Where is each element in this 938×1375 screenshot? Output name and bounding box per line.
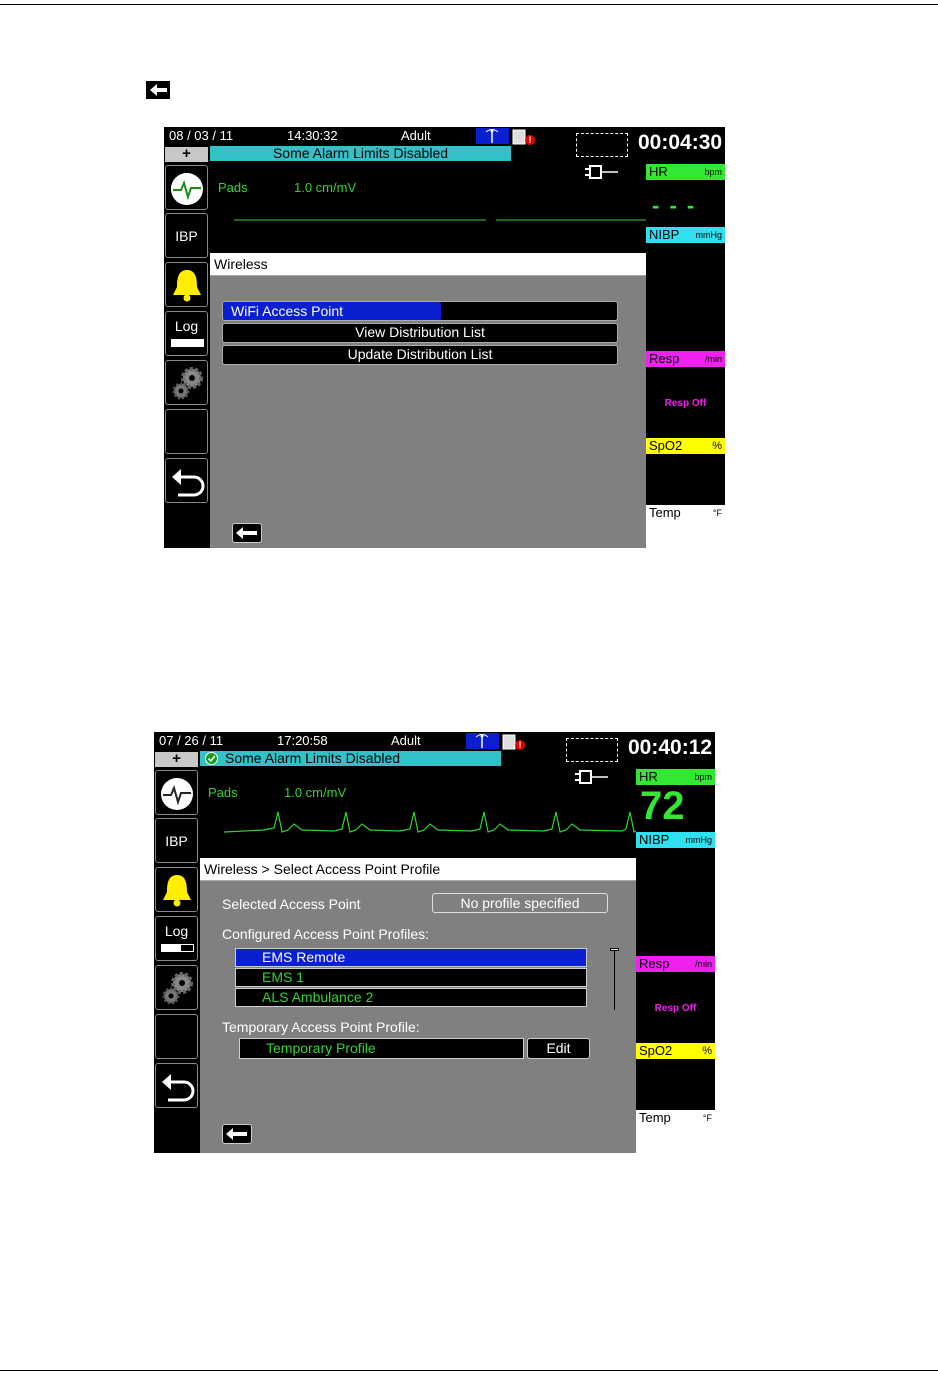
temporary-profile-field[interactable]: Temporary Profile — [239, 1038, 524, 1059]
ac-power-icon — [574, 768, 610, 786]
ecg-lead-label: Pads — [218, 180, 248, 195]
hr-unit: bpm — [694, 772, 712, 782]
resp-status: Resp Off — [664, 398, 707, 409]
resp-unit: /min — [694, 959, 712, 969]
resp-header[interactable] — [646, 351, 725, 367]
setup-button[interactable] — [155, 965, 198, 1010]
dialog-back-button[interactable] — [232, 523, 262, 543]
back-arrow-icon — [226, 1128, 248, 1140]
date-display: 08 / 03 / 11 — [169, 128, 234, 143]
svg-text:!: ! — [528, 135, 532, 145]
return-arrow-icon — [170, 465, 206, 499]
nibp-label: NIBP — [639, 832, 670, 847]
hr-header[interactable] — [636, 769, 715, 785]
ecg-waveform — [234, 215, 646, 225]
spo2-unit: % — [712, 440, 722, 452]
ibp-button[interactable] — [165, 213, 208, 258]
alarm-limits-banner[interactable] — [200, 751, 501, 766]
ibp-button[interactable] — [155, 818, 198, 863]
wireless-dialog — [210, 253, 646, 548]
update-distribution-list-item[interactable]: Update Distribution List — [222, 345, 618, 365]
ecg-heart-icon — [159, 776, 195, 812]
resp-unit: /min — [704, 354, 722, 364]
patient-mode: Adult — [391, 733, 421, 748]
page-top-rule — [0, 4, 938, 5]
configured-profiles-label: Configured Access Point Profiles: — [222, 926, 429, 942]
wifi-access-point-item[interactable] — [222, 301, 618, 321]
selected-ap-label: Selected Access Point — [222, 896, 361, 912]
message-area — [576, 133, 628, 157]
log-capacity-bar — [171, 339, 204, 347]
elapsed-timer: 00:40:12 — [628, 736, 713, 759]
spo2-unit: % — [702, 1045, 712, 1057]
nibp-unit: mmHg — [695, 230, 722, 240]
hr-header[interactable] — [646, 164, 725, 180]
monitor-screen-access-point — [154, 732, 715, 1153]
wifi-status-icon — [466, 733, 499, 749]
page-bottom-rule — [0, 1370, 938, 1371]
log-label: Log — [164, 923, 189, 939]
hr-label: HR — [649, 164, 668, 179]
check-circle-icon — [205, 752, 218, 765]
hr-label: HR — [639, 769, 658, 784]
resp-status: Resp Off — [654, 1003, 697, 1014]
back-arrow-icon — [146, 81, 170, 99]
view-distribution-list-item[interactable]: View Distribution List — [222, 323, 618, 343]
message-area — [566, 738, 618, 762]
return-button[interactable] — [165, 458, 208, 503]
ibp-label: IBP — [175, 228, 198, 244]
spo2-label: SpO2 — [649, 438, 683, 453]
dialog-title: Wireless — [210, 253, 646, 276]
hr-value: 72 — [640, 784, 685, 828]
resp-header[interactable] — [636, 956, 715, 972]
temp-header[interactable] — [646, 505, 725, 548]
dialog-back-button[interactable] — [222, 1124, 252, 1144]
resp-label: Resp — [639, 956, 670, 971]
return-button[interactable] — [155, 1063, 198, 1108]
alarms-button[interactable] — [155, 867, 198, 912]
temp-unit: °F — [712, 508, 722, 518]
temp-label: Temp — [649, 505, 681, 520]
battery-alert-icon — [501, 733, 527, 751]
elapsed-timer: 00:04:30 — [638, 131, 723, 154]
alarms-button[interactable] — [165, 262, 208, 307]
temp-header[interactable] — [636, 1110, 715, 1153]
add-button[interactable]: + — [155, 752, 198, 767]
bell-icon — [170, 267, 204, 303]
ecg-lead-label: Pads — [208, 785, 238, 800]
setup-button[interactable] — [165, 360, 208, 405]
hr-unit: bpm — [704, 167, 722, 177]
profile-list-scrollbar[interactable] — [610, 948, 619, 1010]
nibp-label: NIBP — [649, 227, 680, 242]
log-button[interactable] — [155, 916, 198, 961]
ac-power-icon — [584, 163, 620, 181]
blank-softkey[interactable] — [165, 409, 208, 454]
profile-item-ems-1[interactable]: EMS 1 — [235, 968, 587, 987]
log-label: Log — [174, 318, 199, 334]
selected-ap-value: No profile specified — [432, 893, 608, 913]
time-display: 14:30:32 — [287, 128, 338, 143]
wifi-access-point-label: WiFi Access Point — [231, 303, 344, 319]
spo2-header[interactable] — [636, 1043, 715, 1059]
edit-button[interactable]: Edit — [527, 1038, 590, 1059]
nibp-header[interactable] — [646, 227, 725, 243]
hr-value: - - - — [652, 193, 697, 218]
date-display: 07 / 26 / 11 — [159, 733, 224, 748]
spo2-label: SpO2 — [639, 1043, 673, 1058]
time-display: 17:20:58 — [277, 733, 328, 748]
temp-label: Temp — [639, 1110, 671, 1125]
bell-icon — [160, 872, 194, 908]
monitor-screen-wireless — [164, 127, 725, 548]
log-button[interactable] — [165, 311, 208, 356]
resp-label: Resp — [649, 351, 680, 366]
dialog-title: Wireless > Select Access Point Profile — [200, 858, 636, 881]
ecg-heart-icon — [169, 171, 205, 207]
log-capacity-bar — [161, 944, 194, 952]
ecg-display-button[interactable] — [165, 165, 208, 210]
alarm-limits-text: Some Alarm Limits Disabled — [225, 750, 401, 766]
ecg-size-label: 1.0 cm/mV — [284, 785, 347, 800]
ecg-size-label: 1.0 cm/mV — [294, 180, 357, 195]
nibp-header[interactable] — [636, 832, 715, 848]
patient-mode: Adult — [401, 128, 431, 143]
ecg-display-button[interactable] — [155, 770, 198, 815]
temp-unit: °F — [702, 1113, 712, 1123]
nibp-unit: mmHg — [685, 835, 712, 845]
alarm-limits-banner[interactable]: Some Alarm Limits Disabled — [210, 146, 511, 161]
blank-softkey[interactable] — [155, 1014, 198, 1059]
wifi-status-icon — [476, 128, 509, 144]
profile-item-als-ambulance-2[interactable]: ALS Ambulance 2 — [235, 988, 587, 1007]
battery-alert-icon — [511, 128, 537, 146]
profile-item-ems-remote[interactable]: EMS Remote — [235, 948, 587, 967]
svg-text:!: ! — [518, 740, 522, 750]
gear-icon — [160, 970, 196, 1006]
scrollbar-track — [614, 951, 615, 1010]
temporary-profile-label: Temporary Access Point Profile: — [222, 1019, 420, 1035]
back-arrow-icon — [236, 527, 258, 539]
ibp-label: IBP — [165, 833, 188, 849]
access-point-dialog — [200, 858, 636, 1153]
profile-list — [235, 948, 587, 1010]
add-button[interactable]: + — [165, 147, 208, 162]
gear-icon — [170, 365, 206, 401]
spo2-header[interactable] — [646, 438, 725, 454]
ecg-waveform — [224, 794, 636, 834]
log-capacity-fill — [162, 945, 181, 951]
return-arrow-icon — [160, 1070, 196, 1104]
